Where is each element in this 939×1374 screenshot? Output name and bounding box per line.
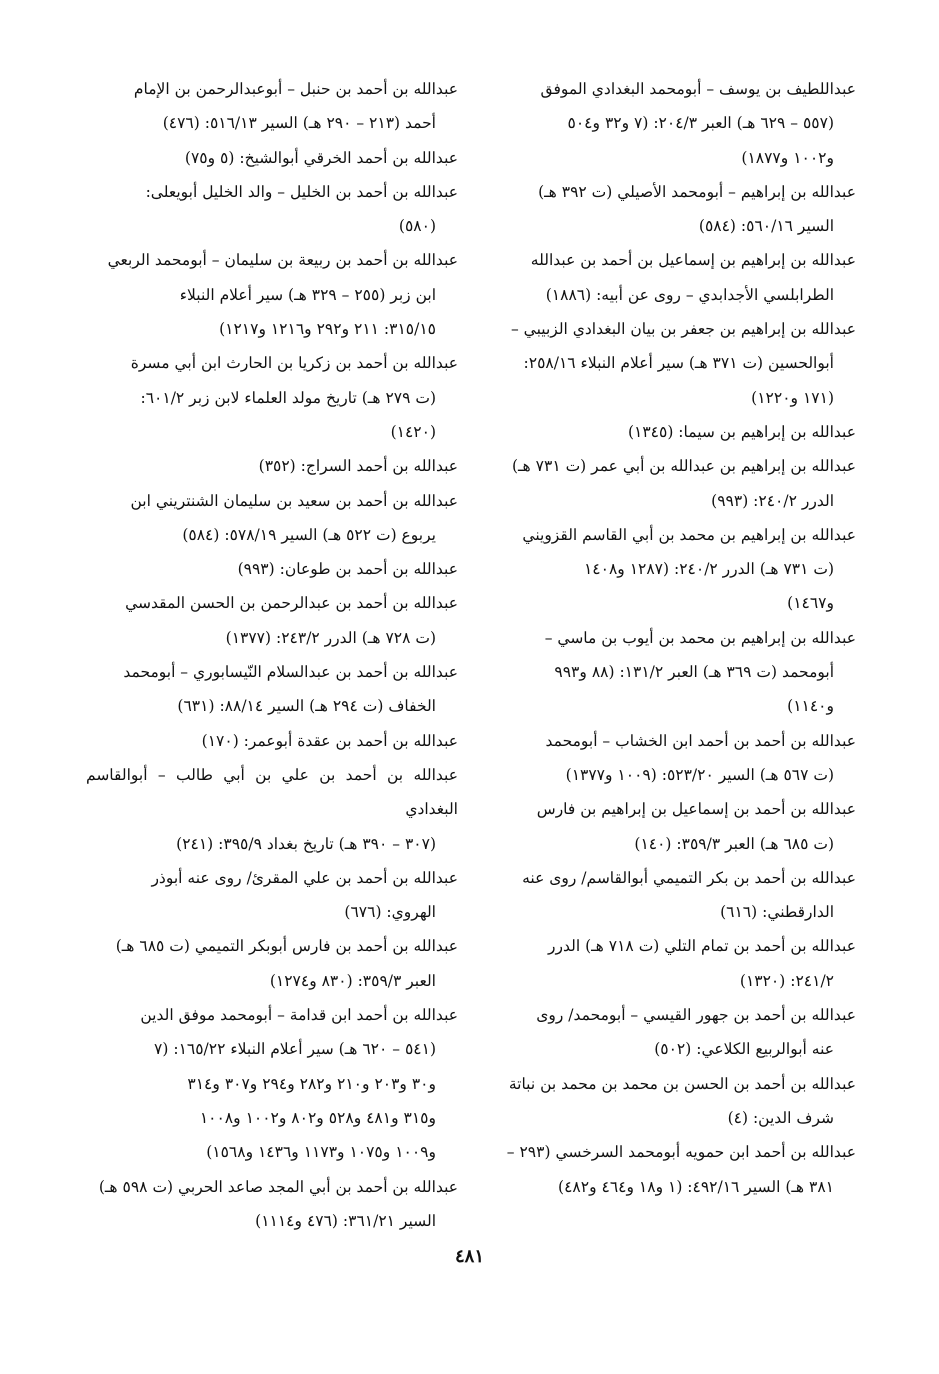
entry-continuation-line: السير ٥٦٠/١٦: (٥٨٤): [698, 217, 834, 236]
entry-continuation-line: الخفاف (ت ٢٩٤ هـ) السير ٨٨/١٤: (٦٣١): [177, 697, 436, 716]
index-entry: [86, 449, 458, 483]
entry-heading-line: عبدالله بن إبراهيم بن محمد بن أيوب بن ماسي –: [544, 628, 856, 647]
index-entry: [484, 72, 856, 175]
index-entry: [484, 243, 856, 312]
index-entry: [484, 861, 856, 930]
entry-heading-line: عبدالله بن أحمد بن تمام التلي (ت ٧١٨ هـ) الدرر: [548, 937, 856, 956]
index-entry: [86, 724, 458, 758]
entry-continuation-line: و١٠٠٢ و١٨٧٧): [741, 148, 834, 167]
entry-continuation-line: أبومحمد (ت ٣٦٩ هـ) العبر ١٣١/٢: (٨٨ و٩٩٣: [554, 663, 834, 682]
entry-continuation-line: عنه أبوالربيع الكلاعي: (٥٠٢): [654, 1040, 834, 1059]
entry-continuation-line: ٢٤١/٢: (١٣٢٠): [739, 971, 834, 990]
entry-continuation-line: و٣١٥ و٤٨١ و٥٢٨ و٨٠٢ و١٠٠٢ و١٠٠٨: [199, 1108, 436, 1127]
entry-heading-line: عبدالله بن أحمد بن علي المقرئ/ روى عنه أبوذر: [151, 868, 458, 887]
entry-continuation-line: ٣٨١ هـ) السير ٤٩٢/١٦: (١ و١٨ و٤٦٤ و٤٨٢): [558, 1177, 834, 1196]
index-entry: [86, 586, 458, 655]
index-entry: [86, 346, 458, 449]
entry-continuation-line: (ت ٦٨٥ هـ) العبر ٣٥٩/٣: (١٤٠): [634, 834, 834, 853]
index-entry: [484, 1135, 856, 1204]
entry-heading-line: عبدالله بن أحمد الخرقي أبوالشيخ: (٥ و٧٥): [184, 148, 458, 167]
index-column-left: [86, 72, 458, 1238]
entry-heading-line: عبدالله بن أحمد بن الخليل – والد الخليل أبويعلى:: [145, 182, 458, 201]
index-entry: [484, 929, 856, 998]
entry-heading-line: عبدالله بن إبراهيم بن عبدالله بن أبي عمر (ت ٧٣١ هـ): [511, 457, 856, 476]
entry-heading-line: عبدالله بن أحمد بن فارس أبوبكر التميمي (ت ٦٨٥ هـ): [115, 937, 458, 956]
index-column-right: [484, 72, 856, 1204]
index-entry: [86, 484, 458, 553]
entry-heading-line: عبدالله بن أحمد بن جهور القيسي – أبومحمد/ روى: [536, 1006, 856, 1025]
index-entry: [86, 175, 458, 244]
entry-continuation-line: شرف الدين: (٤): [727, 1108, 834, 1127]
index-entry: [484, 998, 856, 1067]
page-number: ٤٨١: [454, 1246, 484, 1267]
index-entry: [86, 655, 458, 724]
entry-continuation-line: العبر ٣٥٩/٣: (٨٣٠ و١٢٧٤): [269, 971, 436, 990]
entry-continuation-line: الهروي: (٦٧٦): [344, 903, 436, 922]
entry-heading-line: عبدالله بن إبراهيم بن سيما: (١٣٤٥): [627, 422, 856, 441]
entry-heading-line: عبدالله بن أحمد بن إسماعيل بن إبراهيم بن فارس: [536, 800, 856, 819]
entry-heading-line: عبدالله بن أحمد السراج: (٣٥٢): [258, 457, 458, 476]
index-entry: [86, 552, 458, 586]
entry-continuation-line: (ت ٧٢٨ هـ) الدرر ٢٤٣/٢: (١٣٧٧): [225, 628, 436, 647]
entry-continuation-line: الدارقطني: (٦١٦): [720, 903, 834, 922]
index-entry: [86, 243, 458, 346]
entry-heading-line: عبدالله بن أحمد بن الحسن بن محمد بن محمد بن نباتة: [508, 1074, 856, 1093]
entry-heading-line: عبدالله بن أحمد ابن قدامة – أبومحمد موفق الدين: [140, 1006, 458, 1025]
entry-heading-line: عبدالله بن أحمد بن طوعان: (٩٩٣): [237, 560, 458, 579]
entry-heading-line: عبدالله بن أحمد ابن حمويه أبومحمد السرخسي (٢٩٣ –: [506, 1143, 856, 1162]
entry-continuation-line: و١٠٠٩ و١٠٧٥ و١١٧٣ و١٤٣٦ و١٥٦٨): [206, 1143, 436, 1162]
entry-continuation-line: (٥٨٠): [398, 217, 436, 236]
entry-heading-line: عبدالله بن أحمد بن علي بن أبي طالب – أبوالقاسم البغدادي: [86, 765, 458, 819]
entry-continuation-line: و١١٤٠): [787, 697, 834, 716]
index-entry: [86, 1170, 458, 1239]
entry-heading-line: عبدالله بن أحمد بن أحمد ابن الخشاب – أبومحمد: [545, 731, 856, 750]
index-entry: [484, 312, 856, 415]
index-entry: [86, 758, 458, 861]
entry-continuation-line: أحمد (٢١٣ – ٢٩٠ هـ) السير ٥١٦/١٣: (٤٧٦): [162, 114, 436, 133]
index-entry: [86, 72, 458, 141]
entry-continuation-line: يربوع (ت ٥٢٢ هـ) السير ٥٧٨/١٩: (٥٨٤): [182, 525, 436, 544]
entry-continuation-line: (٥٥٧ – ٦٢٩ هـ) العبر ٢٠٤/٣: (٧ و٣٢ و٥٠٤: [567, 114, 834, 133]
index-entry: [86, 998, 458, 1169]
index-entry: [484, 415, 856, 449]
entry-continuation-line: (٥٤١ – ٦٢٠ هـ) سير أعلام النبلاء ١٦٥/٢٢: (٧: [154, 1040, 436, 1059]
entry-heading-line: عبدالله بن إبراهيم بن إسماعيل بن أحمد بن عبدالله: [530, 251, 856, 270]
entry-heading-line: عبداللطيف بن يوسف – أبومحمد البغدادي الموفق: [540, 80, 856, 98]
entry-continuation-line: (ت ٥٦٧ هـ) السير ٥٢٣/٢٠: (١٠٠٩ و١٣٧٧): [565, 765, 834, 784]
entry-continuation-line: الطرابلسي الأجدابدي – روى عن أبيه: (١٨٨٦): [545, 285, 834, 304]
entry-heading-line: عبدالله بن أحمد بن حنبل – أبوعبدالرحمن بن الإمام: [133, 80, 458, 98]
entry-continuation-line: السير ٣٦١/٢١: (٤٧٦ و١١١٤): [255, 1211, 436, 1230]
entry-continuation-line: الدرر ٢٤٠/٢: (٩٩٣): [711, 491, 834, 510]
entry-continuation-line: (ت ٢٧٩ هـ) تاريخ مولد العلماء لابن زبر ٦٠١/٢:: [140, 388, 436, 407]
entry-continuation-line: ابن زبر (٢٥٥ – ٣٢٩ هـ) سير أعلام النبلاء: [179, 285, 436, 304]
index-entry: [484, 449, 856, 518]
entry-continuation-line: و١٤٦٧): [787, 594, 834, 613]
index-entry: [484, 724, 856, 793]
entry-heading-line: عبدالله بن أحمد بن بكر التميمي أبوالقاسم/ روى عنه: [522, 868, 856, 887]
index-entry: [484, 792, 856, 861]
entry-continuation-line: ٣١٥/١٥: ٢١١ و٢٩٢ و١٢١٦ و١٢١٧): [219, 320, 436, 339]
entry-heading-line: عبدالله بن أحمد بن عبدالرحمن بن الحسن المقدسي: [125, 594, 458, 613]
entry-heading-line: عبدالله بن أحمد بن زكريا بن الحارث ابن أبي مسرة: [130, 354, 458, 373]
entry-heading-line: عبدالله بن أحمد بن ربيعة بن سليمان – أبومحمد الربعي: [107, 251, 458, 270]
index-entry: [484, 518, 856, 621]
entry-heading-line: عبدالله بن أحمد بن عقدة أبوعمر: (١٧٠): [201, 731, 458, 750]
index-entry: [484, 1067, 856, 1136]
index-entry: [484, 621, 856, 724]
entry-heading-line: عبدالله بن إبراهيم – أبومحمد الأصيلي (ت ٣٩٢ هـ): [538, 182, 856, 201]
entry-continuation-line: (ت ٧٣١ هـ) الدرر ٢٤٠/٢: (١٢٨٧ و١٤٠٨: [583, 560, 834, 579]
index-entry: [86, 929, 458, 998]
entry-continuation-line: و٣٠ و٢٠٣ و٢١٠ و٢٨٢ و٢٩٤ و٣٠٧ و٣١٤: [187, 1074, 436, 1093]
index-entry: [86, 861, 458, 930]
entry-continuation-line: أبوالحسين (ت ٣٧١ هـ) سير أعلام النبلاء ٢٥٨/١٦:: [523, 354, 834, 373]
entry-heading-line: عبدالله بن أحمد بن سعيد بن سليمان الشنتريني ابن: [130, 491, 458, 510]
entry-heading-line: عبدالله بن أحمد بن عبدالسلام النّيسابوري – أبومحمد: [123, 663, 458, 682]
entry-continuation-line: (١٧١ و١٢٢٠): [751, 388, 834, 407]
entry-heading-line: عبدالله بن أحمد بن أبي المجد صاعد الحربي (ت ٥٩٨ هـ): [98, 1177, 458, 1196]
entry-heading-line: عبدالله بن إبراهيم بن محمد بن أبي القاسم القزويني: [522, 525, 856, 544]
entry-continuation-line: (١٤٢٠): [390, 422, 436, 441]
entry-continuation-line: (٣٠٧ – ٣٩٠ هـ) تاريخ بغداد ٣٩٥/٩: (٢٤١): [176, 834, 436, 853]
entry-heading-line: عبدالله بن إبراهيم بن جعفر بن بيان البغدادي الزبيبي –: [511, 320, 856, 339]
index-entry: [86, 141, 458, 175]
index-entry: [484, 175, 856, 244]
